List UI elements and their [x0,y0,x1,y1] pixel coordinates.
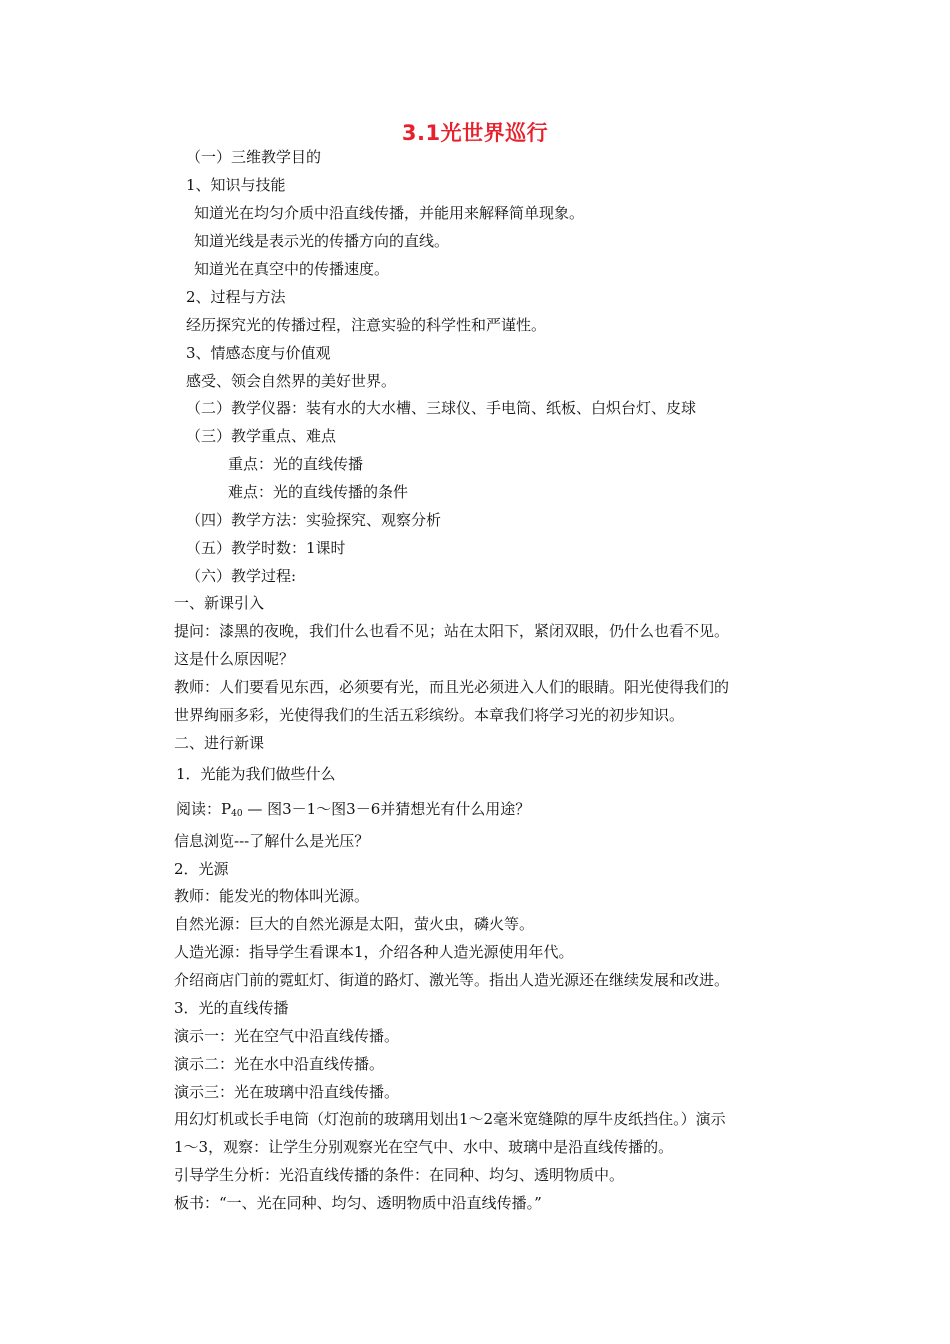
section-hours: （五）教学时数：1课时 [186,539,346,557]
paragraph-line: 介绍商店门前的霓虹灯、街道的路灯、激光等。指出人造光源还在继续发展和改进。 [174,971,730,989]
reading-page-subscript: 40 [231,809,243,819]
paragraph-line: 教师：人们要看见东西，必须要有光，而且光必须进入人们的眼睛。阳光使得我们的 [174,678,730,696]
objective-line: 知道光线是表示光的传播方向的直线。 [194,232,450,250]
topic-heading: 3．光的直线传播 [174,999,289,1017]
document-title: 3.1光世界巡行 [401,121,549,145]
part-intro-heading: 一、新课引入 [174,594,265,612]
topic-heading: 2．光源 [174,860,229,878]
part-new-lesson-heading: 二、进行新课 [174,734,265,752]
demo-line: 演示一：光在空气中沿直线传播。 [174,1027,400,1045]
key-point-line: 重点：光的直线传播 [228,455,364,473]
paragraph-line: 世界绚丽多彩，光使得我们的生活五彩缤纷。本章我们将学习光的初步知识。 [174,706,685,724]
demo-line: 演示二：光在水中沿直线传播。 [174,1055,385,1073]
board-writing-line: 板书：“一、光在同种、均匀、透明物质中沿直线传播。” [174,1194,542,1212]
demo-line: 演示三：光在玻璃中沿直线传播。 [174,1083,400,1101]
objective-line: 知道光在真空中的传播速度。 [194,260,390,278]
section-methods: （四）教学方法：实验探究、观察分析 [186,511,442,529]
paragraph-line: 教师：能发光的物体叫光源。 [174,887,370,905]
difficult-point-line: 难点：光的直线传播的条件 [228,483,409,501]
paragraph-line: 用幻灯机或长手电筒（灯泡前的玻璃用划出1～2毫米宽缝隙的厚牛皮纸挡住。）演示 [174,1110,726,1128]
section-key-points-heading: （三）教学重点、难点 [186,427,337,445]
reading-prefix: 阅读：P [176,800,232,818]
subheading-knowledge-skills: 1、知识与技能 [186,176,286,194]
objective-line: 感受、领会自然界的美好世界。 [186,372,397,390]
paragraph-line: 自然光源：巨大的自然光源是太阳，萤火虫，磷火等。 [174,915,535,933]
subheading-attitude-values: 3、情感态度与价值观 [186,344,331,362]
paragraph-line: 引导学生分析：光沿直线传播的条件：在同种、均匀、透明物质中。 [174,1166,625,1184]
paragraph-line: 信息浏览---了解什么是光压？ [174,832,370,850]
paragraph-line: 1～3，观察：让学生分别观察光在空气中、水中、玻璃中是沿直线传播的。 [174,1138,674,1156]
subheading-process-method: 2、过程与方法 [186,288,286,306]
section-process-heading: （六）教学过程: [186,567,297,585]
reading-line [176,797,530,826]
section-instruments: （二）教学仪器：装有水的大水槽、三球仪、手电筒、纸板、白炽台灯、皮球 [186,399,697,417]
objective-line: 知道光在均匀介质中沿直线传播，并能用来解释简单现象。 [194,204,585,222]
paragraph-line: 提问：漆黑的夜晚，我们什么也看不见；站在太阳下，紧闭双眼，仍什么也看不见。 [174,622,730,640]
section-objectives-heading: （一）三维教学目的 [186,148,322,166]
topic-heading: 1．光能为我们做些什么 [176,765,336,783]
paragraph-line: 人造光源：指导学生看课本1，介绍各种人造光源使用年代。 [174,943,574,961]
paragraph-line: 这是什么原因呢？ [174,650,295,668]
reading-suffix: — 图3－1～图3－6并猜想光有什么用途？ [242,800,531,818]
objective-line: 经历探究光的传播过程，注意实验的科学性和严谨性。 [186,316,547,334]
